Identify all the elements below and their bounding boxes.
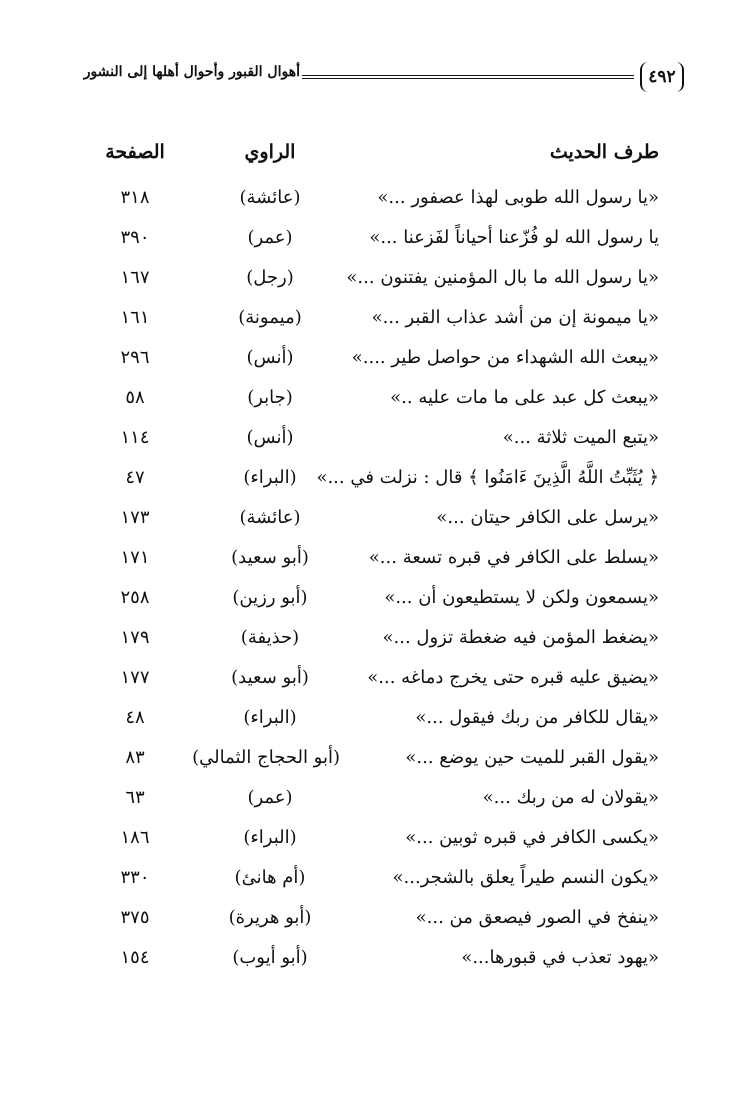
narrator-name: (أبو هريرة) bbox=[228, 907, 312, 928]
page-number-ref: ١٨٦ bbox=[120, 827, 150, 848]
page-number-ref: ١٧١ bbox=[120, 547, 150, 568]
narrator-name: (جابر) bbox=[247, 387, 293, 408]
table-row bbox=[0, 618, 755, 658]
page-number-ref: ١٦١ bbox=[120, 307, 150, 328]
narrator-name: (أنس) bbox=[246, 347, 294, 368]
page-number-ref: ٣٣٠ bbox=[120, 867, 150, 888]
hadith-text: «يا رسول الله طوبى لهذا عصفور ...» bbox=[377, 187, 659, 208]
table-row bbox=[0, 418, 755, 458]
table-row bbox=[0, 898, 755, 938]
hadith-text: «يتبع الميت ثلاثة ...» bbox=[502, 427, 659, 448]
hadith-text: «يكسى الكافر في قبره ثوبين ...» bbox=[405, 827, 659, 848]
page-number-ref: ٢٩٦ bbox=[120, 347, 150, 368]
table-row bbox=[0, 738, 755, 778]
column-header-page: الصفحة bbox=[105, 141, 165, 163]
hadith-text: «يقولان له من ربك ...» bbox=[482, 787, 659, 808]
narrator-name: (أبو سعيد) bbox=[231, 547, 309, 568]
running-title: أهوال القبور وأحوال أهلها إلى النشور bbox=[83, 64, 300, 80]
page-number-ref: ١٧٣ bbox=[120, 507, 150, 528]
hadith-text: «يبعث الله الشهداء من حواصل طير ....» bbox=[351, 347, 659, 368]
hadith-text: «ينفخ في الصور فيصعق من ...» bbox=[415, 907, 659, 928]
hadith-text: «يبعث كل عبد على ما مات عليه ..» bbox=[390, 387, 659, 408]
hadith-index-table bbox=[0, 130, 755, 978]
narrator-name: (عائشة) bbox=[239, 187, 301, 208]
narrator-name: (أبو الحجاج الثمالي) bbox=[192, 747, 340, 768]
page-number-ref: ٢٥٨ bbox=[120, 587, 150, 608]
hadith-text: «يسلط على الكافر في قبره تسعة ...» bbox=[368, 547, 659, 568]
narrator-name: (البراء) bbox=[243, 467, 297, 488]
table-row bbox=[0, 778, 755, 818]
narrator-name: (أنس) bbox=[246, 427, 294, 448]
page-number-ref: ٤٧ bbox=[125, 467, 145, 488]
table-row bbox=[0, 378, 755, 418]
column-header-hadith: طرف الحديث bbox=[549, 141, 659, 163]
table-row bbox=[0, 298, 755, 338]
header-rule bbox=[302, 75, 634, 79]
table-row bbox=[0, 938, 755, 978]
narrator-name: (عمر) bbox=[247, 227, 293, 248]
narrator-name: (أبو سعيد) bbox=[231, 667, 309, 688]
page-number-ref: ٨٣ bbox=[125, 747, 145, 768]
hadith-text: «يكون النسم طيراً يعلق بالشجر...» bbox=[392, 867, 659, 888]
narrator-name: (عمر) bbox=[247, 787, 293, 808]
page-number-ref: ١٧٩ bbox=[120, 627, 150, 648]
narrator-name: (أبو رزين) bbox=[232, 587, 308, 608]
narrator-name: (أبو أيوب) bbox=[232, 947, 308, 968]
narrator-name: (ميمونة) bbox=[238, 307, 302, 328]
table-row bbox=[0, 578, 755, 618]
hadith-text: «يقول القبر للميت حين يوضع ...» bbox=[405, 747, 659, 768]
page-number-ref: ٣٩٠ bbox=[120, 227, 150, 248]
hadith-text: يا رسول الله لو فُزّعنا أحياناً لفَزعنا ...» bbox=[369, 227, 659, 248]
table-body bbox=[0, 178, 755, 978]
table-row bbox=[0, 538, 755, 578]
column-header-narrator: الراوي bbox=[244, 141, 296, 163]
table-row bbox=[0, 218, 755, 258]
table-row bbox=[0, 338, 755, 378]
narrator-name: (عائشة) bbox=[239, 507, 301, 528]
narrator-name: (البراء) bbox=[243, 827, 297, 848]
table-row bbox=[0, 258, 755, 298]
table-row bbox=[0, 498, 755, 538]
hadith-text: «يرسل على الكافر حيتان ...» bbox=[436, 507, 659, 528]
hadith-text: «يسمعون ولكن لا يستطيعون أن ...» bbox=[384, 587, 659, 608]
narrator-name: (أم هانئ) bbox=[234, 867, 306, 888]
page-header bbox=[62, 62, 684, 96]
page-number-ref: ٦٣ bbox=[125, 787, 145, 808]
page-number-ref: ٤٨ bbox=[125, 707, 145, 728]
page-number-ref: ٥٨ bbox=[125, 387, 145, 408]
page-number-ref: ٣٧٥ bbox=[120, 907, 150, 928]
narrator-name: (البراء) bbox=[243, 707, 297, 728]
hadith-text: «يا ميمونة إن من أشد عذاب القبر ...» bbox=[371, 307, 659, 328]
table-row bbox=[0, 658, 755, 698]
hadith-text: «يهود تعذب في قبورها...» bbox=[461, 947, 659, 968]
page-number-ref: ١٦٧ bbox=[120, 267, 150, 288]
page-number: ٤٩٢ bbox=[640, 62, 684, 92]
hadith-text: «يضيق عليه قبره حتى يخرج دماغه ...» bbox=[367, 667, 659, 688]
table-row bbox=[0, 818, 755, 858]
hadith-text: «يا رسول الله ما بال المؤمنين يفتنون ...» bbox=[346, 267, 659, 288]
page-number-ref: ٣١٨ bbox=[120, 187, 150, 208]
page-number-ref: ١١٤ bbox=[120, 427, 150, 448]
table-row bbox=[0, 698, 755, 738]
table-row bbox=[0, 858, 755, 898]
page-number-ref: ١٥٤ bbox=[120, 947, 150, 968]
narrator-name: (حذيفة) bbox=[240, 627, 300, 648]
table-row bbox=[0, 178, 755, 218]
hadith-text: ﴿ يُثَبِّتُ اللَّهُ الَّذِينَ ءَامَنُوا ﴾ قال : نزلت في ...» bbox=[316, 467, 659, 488]
page-number-ref: ١٧٧ bbox=[120, 667, 150, 688]
narrator-name: (رجل) bbox=[246, 267, 294, 288]
hadith-text: «يقال للكافر من ربك فيقول ...» bbox=[415, 707, 659, 728]
table-header-row bbox=[0, 130, 755, 178]
table-row bbox=[0, 458, 755, 498]
hadith-text: «يضغط المؤمن فيه ضغطة تزول ...» bbox=[382, 627, 659, 648]
